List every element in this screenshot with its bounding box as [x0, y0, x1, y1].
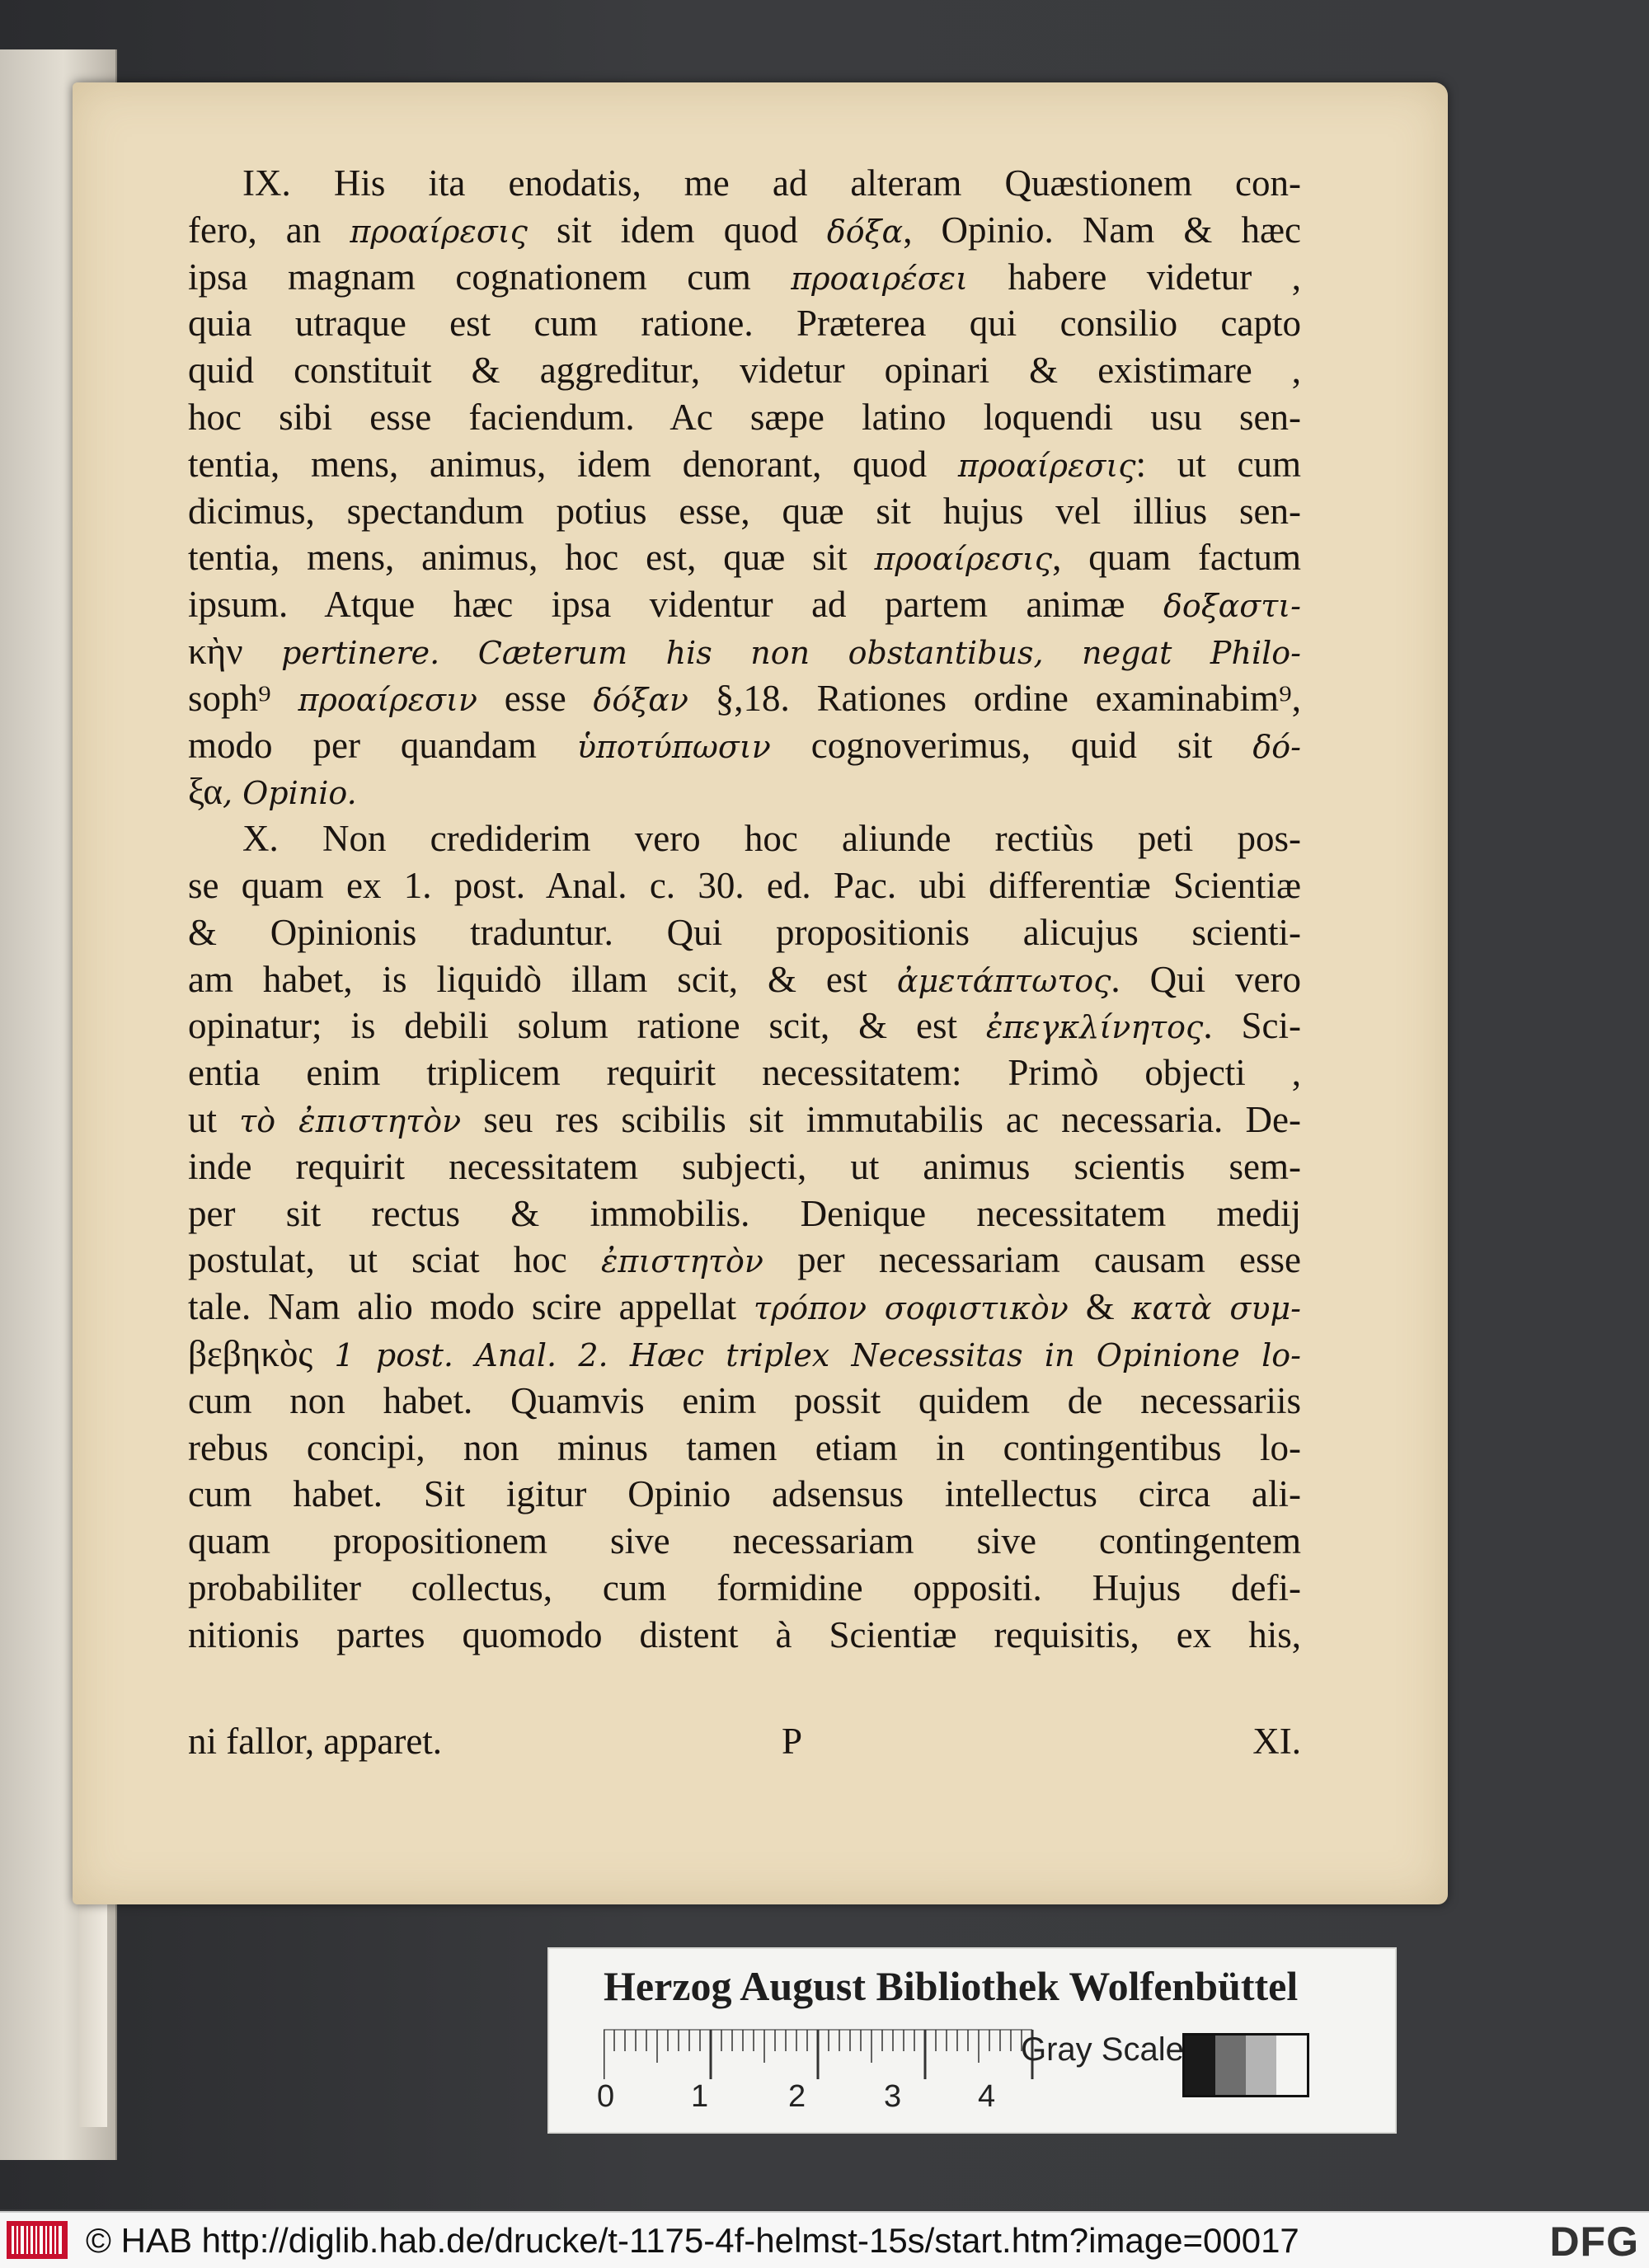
- latin-text: ξα: [188, 771, 223, 813]
- greek-word: δόξα: [826, 213, 904, 250]
- text-line: [188, 1378, 1301, 1425]
- latin-text: fero, an: [188, 209, 350, 251]
- latin-text: ipsa magnam cognationem cum: [188, 256, 792, 298]
- latin-text: probabiliter collectus, cum formidine oppositi. Hujus defi-: [188, 1566, 1301, 1608]
- latin-text: dicimus, spectandum potius esse, quæ sit hujus vel illius sen-: [188, 490, 1301, 532]
- text-line: [188, 768, 1301, 815]
- latin-text: inde requirit necessitatem subjecti, ut animus scientis sem-: [188, 1145, 1301, 1187]
- latin-text: opinatur; is debili solum ratione scit, & est: [188, 1005, 986, 1047]
- greek-word: προαιρέσει: [791, 260, 968, 297]
- latin-text: κὴν: [188, 630, 243, 672]
- ruler-label-2: 2: [788, 2079, 806, 2114]
- latin-text: ut: [188, 1098, 240, 1140]
- latin-text: per sit rectus & immobilis. Denique necessitatem medij: [188, 1192, 1301, 1234]
- text-line: [188, 1471, 1301, 1518]
- greek-word: δό-: [1252, 728, 1301, 765]
- signature-mark: P: [782, 1721, 803, 1762]
- library-title: Herzog August Bibliothek Wolfenbüttel: [604, 1963, 1299, 2009]
- text-line: [188, 1518, 1301, 1565]
- latin-text: . Qui vero: [1111, 958, 1301, 1000]
- latin-text: & Opinionis traduntur. Qui propositionis alicujus scienti-: [188, 911, 1301, 953]
- greek-word: ὑποτύπωσιν: [576, 728, 771, 765]
- latin-text: cum habet. Sit igitur Opinio adsensus intellectus circa ali-: [188, 1473, 1301, 1515]
- greek-word: δοξαστι-: [1163, 588, 1301, 625]
- text-line: [188, 160, 1301, 207]
- greek-word: προαίρεσις: [957, 447, 1136, 484]
- text-line: [188, 1565, 1301, 1612]
- latin-text: nitionis partes quomodo distent à Scientiæ requisitis, ex his,: [188, 1613, 1301, 1655]
- latin-text: sit idem quod: [527, 209, 827, 251]
- book-page: [73, 82, 1448, 1904]
- footer-bar: [0, 2211, 1649, 2268]
- greek-word: ἐπιστητὸν: [600, 1243, 763, 1280]
- latin-text: modo per quandam: [188, 724, 577, 766]
- text-line: [188, 722, 1301, 769]
- text-line: [188, 534, 1301, 581]
- latin-text: cognoverimus, quid sit: [770, 724, 1253, 766]
- greek-word: , Opinio.: [222, 775, 357, 812]
- greek-word: προαίρεσιν: [298, 681, 477, 718]
- latin-text: per necessariam causam esse: [763, 1239, 1301, 1281]
- text-line: [188, 815, 1301, 862]
- text-line: [188, 394, 1301, 441]
- text-line: [188, 581, 1301, 628]
- text-line: [188, 441, 1301, 488]
- latin-text: entia enim triplicem requirit necessitatem: Primò objecti ,: [188, 1052, 1301, 1094]
- latin-text: postulat, ut sciat hoc: [188, 1239, 601, 1281]
- greek-word: δόξαν: [593, 681, 688, 718]
- latin-text: tale. Nam alio modo scire appellat: [188, 1286, 754, 1328]
- greek-word: ἐπεγκλίνητος: [985, 1009, 1204, 1046]
- catchword: XI.: [1252, 1721, 1301, 1762]
- latin-text: esse: [477, 677, 594, 719]
- greek-word: προαίρεσις: [350, 213, 528, 250]
- text-line: [188, 1049, 1301, 1096]
- text-line: [188, 909, 1301, 956]
- latin-text: se quam ex 1. post. Anal. c. 30. ed. Pac. ubi differentiæ Scientiæ: [188, 864, 1301, 906]
- gray-swatch: [1215, 2036, 1246, 2095]
- text-line: [188, 862, 1301, 909]
- page-footer-line: [188, 1720, 1301, 1769]
- latin-text: am habet, is liquidò illam scit, & est: [188, 958, 897, 1000]
- latin-text: hoc sibi esse faciendum. Ac sæpe latino loquendi usu sen-: [188, 396, 1301, 438]
- text-line: [188, 1003, 1301, 1049]
- gray-scale-label: Gray Scale: [1021, 2031, 1184, 2068]
- latin-text: . Sci-: [1203, 1005, 1301, 1047]
- copyright-url: © HAB http://diglib.hab.de/drucke/t-1175-4f-helmst-15s/start.htm?image=00017: [86, 2221, 1299, 2260]
- latin-text: cum non habet. Quamvis enim possit quidem de necessariis: [188, 1379, 1301, 1421]
- page-text-block: [188, 160, 1301, 1659]
- latin-text: §,18. Rationes ordine examinabim⁹,: [688, 677, 1301, 719]
- latin-text: tentia, mens, animus, idem denorant, quod: [188, 443, 958, 485]
- ruler-label-3: 3: [884, 2079, 902, 2114]
- latin-text: : ut cum: [1135, 443, 1301, 485]
- text-line: [188, 1096, 1301, 1143]
- gray-scale-swatches: [1182, 2033, 1309, 2097]
- text-line: [188, 956, 1301, 1003]
- text-line: [188, 347, 1301, 394]
- latin-text: seu res scibilis sit immutabilis ac necessaria. De-: [461, 1098, 1301, 1140]
- ruler-label-0: 0: [597, 2079, 615, 2114]
- text-line: [188, 1237, 1301, 1284]
- text-line: [188, 254, 1301, 301]
- library-color-card: [547, 1947, 1397, 2134]
- greek-word: προαίρεσις: [874, 541, 1053, 578]
- latin-text: quia utraque est cum ratione. Præterea qui consilio capto: [188, 303, 1301, 345]
- latin-text: , quam factum: [1052, 537, 1301, 579]
- latin-text: , Opinio. Nam & hæc: [903, 209, 1302, 251]
- dfg-logo: DFG: [1549, 2219, 1639, 2265]
- latin-text: tentia, mens, animus, hoc est, quæ sit: [188, 537, 875, 579]
- text-line: [188, 1143, 1301, 1190]
- greek-word: τὸ ἐπιστητὸν: [239, 1102, 462, 1139]
- last-text-line: ni fallor, apparet.: [188, 1721, 443, 1762]
- ruler-label-4: 4: [978, 2079, 996, 2114]
- text-line: [188, 675, 1301, 722]
- text-line: [188, 1284, 1301, 1331]
- latin-text: rebus concipi, non minus tamen etiam in contingentibus lo-: [188, 1426, 1301, 1468]
- barcode-icon: [7, 2221, 68, 2259]
- text-line: [188, 488, 1301, 535]
- gray-swatch: [1185, 2036, 1215, 2095]
- ruler-scale-icon: [604, 2028, 1049, 2081]
- latin-text: quam propositionem sive necessariam sive contingentem: [188, 1520, 1301, 1562]
- greek-word: τρόπον σοφιστικὸν: [753, 1290, 1069, 1327]
- text-line: [188, 1612, 1301, 1659]
- greek-word: pertinere. Cæterum his non obstantibus, negat Philo-: [242, 634, 1301, 671]
- text-line: [188, 628, 1301, 675]
- text-line: [188, 1425, 1301, 1472]
- greek-word: κατὰ συμ-: [1131, 1290, 1302, 1327]
- text-line: [188, 207, 1301, 254]
- latin-text: ipsum. Atque hæc ipsa videntur ad partem animæ: [188, 584, 1163, 626]
- text-line: [188, 1190, 1301, 1237]
- latin-text: soph⁹: [188, 677, 298, 719]
- gray-swatch: [1276, 2036, 1307, 2095]
- ruler-label-1: 1: [691, 2079, 709, 2114]
- gray-swatch: [1246, 2036, 1276, 2095]
- latin-text: quid constituit & aggreditur, videtur opinari & existimare ,: [188, 350, 1301, 392]
- latin-text: habere videtur ,: [967, 256, 1301, 298]
- latin-text: βεβηκὸς: [188, 1332, 313, 1374]
- text-line: [188, 1331, 1301, 1378]
- latin-text: IX. His ita enodatis, me ad alteram Quæstionem con-: [242, 162, 1301, 204]
- text-line: [188, 300, 1301, 347]
- greek-word: 1 post. Anal. 2. Hæc triplex Necessitas in Opinione lo-: [312, 1336, 1301, 1373]
- latin-text: X. Non crediderim vero hoc aliunde rectiùs peti pos-: [242, 818, 1301, 860]
- greek-word: ἀμετάπτωτος: [896, 962, 1111, 999]
- latin-text: &: [1068, 1286, 1132, 1328]
